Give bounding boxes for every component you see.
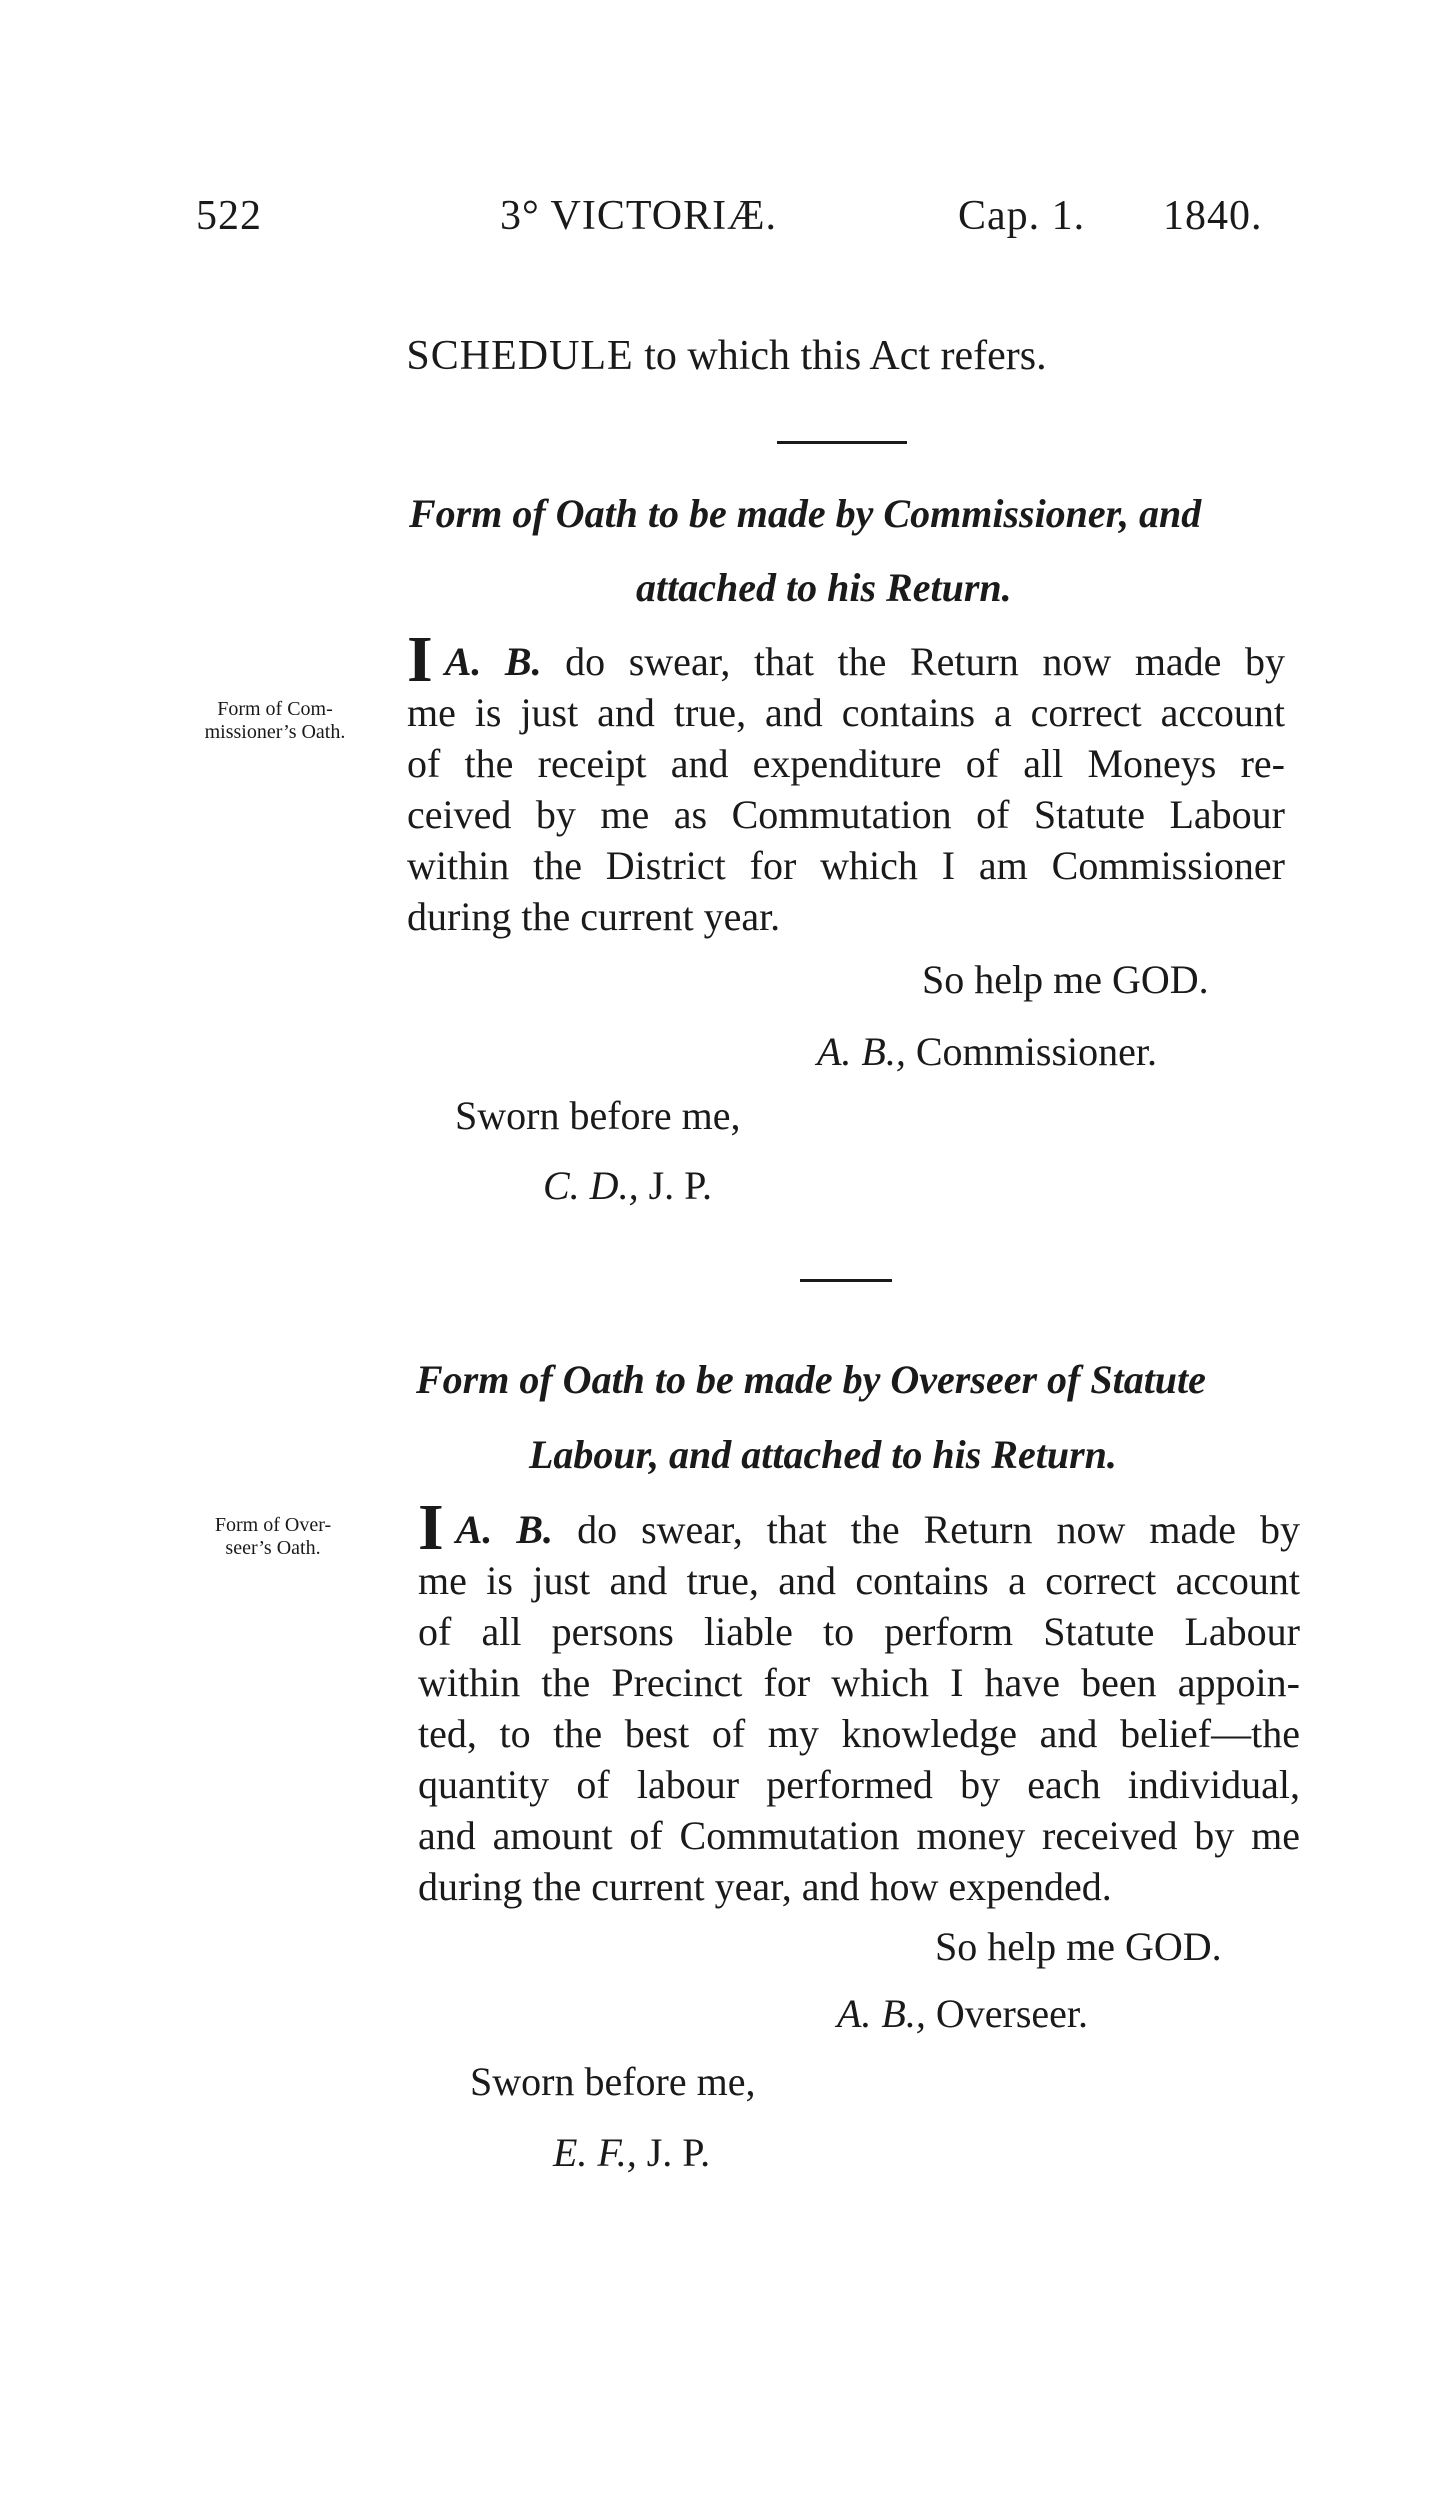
form1-oath-initial: I (407, 623, 433, 696)
form1-sidenote (180, 698, 370, 744)
form2-oath-initial: I (418, 1491, 444, 1564)
form2-oath-line (418, 1491, 1301, 1564)
form1-jp-title: J. P. (648, 1163, 712, 1208)
form1-title-line2: attached to his Return. (636, 565, 1012, 610)
form1-sidenote-line1: Form of Com- (217, 698, 333, 720)
form1-oath-line: of the receipt and expenditure of all Moneys re- (407, 741, 1285, 786)
form2-oath-line: quantity of labour performed by each individual, (418, 1762, 1300, 1807)
page-number: 522 (196, 193, 262, 239)
form1-jp (543, 1162, 712, 1209)
form1-oath-line (407, 623, 1285, 696)
schedule-title (0, 332, 1453, 380)
form2-oath-line-text: do swear, that the Return now made by (577, 1507, 1301, 1552)
form2-signature (837, 1990, 1088, 2037)
divider-rule-top (777, 441, 907, 444)
chapter-heading: Cap. 1. (958, 193, 1086, 239)
form1-oath-line: within the District for which I am Commissioner (407, 843, 1285, 888)
form2-jp (553, 2129, 710, 2176)
form2-oath-line: me is just and true, and contains a correct account (418, 1558, 1300, 1603)
form2-jp-title: J. P. (646, 2130, 711, 2175)
form2-sworn: Sworn before me, (470, 2059, 756, 2104)
form1-closing: So help me GOD. (922, 957, 1209, 1002)
form1-signature-role: Commissioner. (915, 1029, 1158, 1074)
form1-sidenote-line2: missioner’s Oath. (204, 721, 346, 743)
form2-oath-line: and amount of Commutation money received by me (418, 1813, 1300, 1858)
form1-sworn: Sworn before me, (455, 1093, 741, 1138)
form2-sidenote-line2: seer’s Oath. (225, 1537, 321, 1559)
form2-oath-line: during the current year, and how expended. (418, 1864, 1112, 1909)
form2-oath-text (418, 1491, 1301, 1912)
form1-title-line1: Form of Oath to be made by Commissioner, and (409, 491, 1202, 536)
form1-signature (817, 1028, 1157, 1075)
form1-oath-line: me is just and true, and contains a correct account (407, 690, 1285, 735)
form1-signature-initials: A. B., (817, 1029, 906, 1074)
form2-sidenote (178, 1514, 368, 1560)
form1-jp-initials: C. D., (543, 1163, 639, 1208)
form2-title-line2: Labour, and attached to his Return. (529, 1432, 1117, 1477)
form2-oath-line: ted, to the best of my knowledge and belief—the (418, 1711, 1300, 1756)
form2-signature-role: Overseer. (935, 1991, 1089, 2036)
year-heading: 1840. (1163, 193, 1263, 239)
form1-oath-text (407, 623, 1285, 942)
form2-title-line1: Form of Oath to be made by Overseer of Statute (416, 1357, 1206, 1402)
divider-rule-middle (800, 1279, 892, 1282)
form2-sidenote-line1: Form of Over- (214, 1514, 332, 1536)
schedule-title-caps: SCHEDULE (406, 333, 634, 379)
form2-oath-ab: A. B. (455, 1507, 554, 1552)
form2-signature-initials: A. B., (837, 1991, 926, 2036)
form1-oath-ab: A. B. (444, 639, 542, 684)
form1-oath-line: during the current year. (407, 894, 781, 939)
form2-closing: So help me GOD. (935, 1924, 1222, 1969)
schedule-title-rest: to which this Act refers. (644, 333, 1047, 379)
form2-oath-line: within the Precinct for which I have been appoin- (418, 1660, 1300, 1705)
form2-jp-initials: E. F., (553, 2130, 637, 2175)
reign-heading: 3° VICTORIÆ. (500, 193, 777, 239)
form1-oath-line-text: do swear, that the Return now made by (565, 639, 1285, 684)
form1-oath-line: ceived by me as Commutation of Statute Labour (407, 792, 1285, 837)
form2-oath-line: of all persons liable to perform Statute Labour (418, 1609, 1300, 1654)
